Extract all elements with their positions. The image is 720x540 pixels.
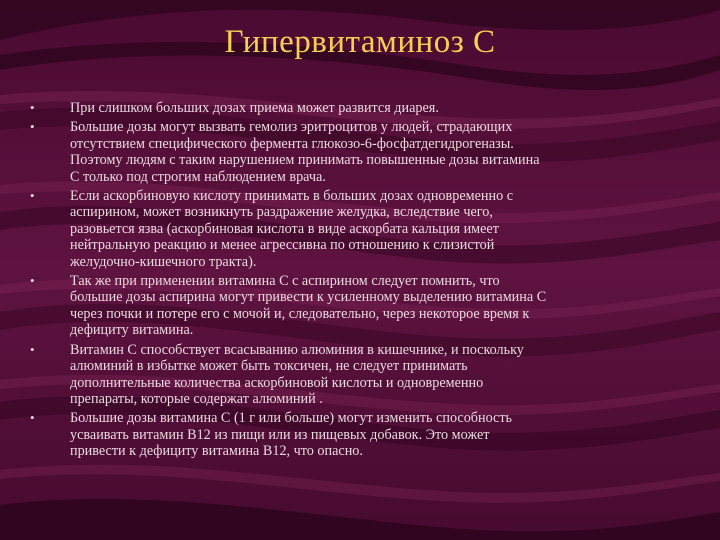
bullet-line: Поэтому людям с таким нарушением принимать повышенные дозы витамина bbox=[70, 152, 540, 169]
bullet-line: Большие дозы витамина С (1 г или больше) могут изменить способность bbox=[70, 410, 513, 427]
bullet-marker: • bbox=[30, 188, 35, 204]
bullet-line: через почки и потере его с мочой и, следовательно, через некоторое время к bbox=[70, 305, 530, 322]
bullet-marker: • bbox=[30, 273, 35, 289]
bullet-item bbox=[28, 100, 696, 116]
bullet-marker: • bbox=[30, 100, 35, 115]
bullet-line: дополнительные количества аскорбиновой кислоты и одновременно bbox=[70, 374, 484, 391]
bullet-item bbox=[28, 119, 696, 185]
bullet-line: алюминий в избытке может быть токсичен, не следует принимать bbox=[70, 358, 468, 375]
bullet-line: привести к дефициту витамина В12, что опасно. bbox=[70, 443, 363, 460]
bullet-line: Так же при применении витамина С с аспирином следует помнить, что bbox=[70, 273, 500, 290]
bullet-line: нейтральную реакцию и менее агрессивна по отношению к слизистой bbox=[70, 237, 495, 254]
bullet-line: желудочно-кишечного тракта). bbox=[70, 253, 257, 270]
bullet-item bbox=[28, 188, 696, 270]
bullet-line: разовьется язва (аскорбиновая кислота в виде аскорбата кальция имеет bbox=[70, 220, 499, 237]
bullet-item bbox=[28, 342, 696, 408]
bullet-item bbox=[28, 273, 696, 339]
bullet-marker: • bbox=[30, 410, 35, 426]
bullet-marker: • bbox=[30, 341, 35, 357]
bullet-line: Витамин С способствует всасыванию алюминия в кишечнике, и поскольку bbox=[70, 341, 524, 358]
bullet-line: препараты, которые содержат алюминий . bbox=[70, 390, 323, 407]
slide-title: Гипервитаминоз С bbox=[224, 24, 496, 60]
bullet-line: Если аскорбиновую кислоту принимать в больших дозах одновременно с bbox=[70, 188, 514, 205]
bullet-item bbox=[28, 410, 696, 459]
bullet-line: Большие дозы могут вызвать гемолиз эритроцитов у людей, страдающих bbox=[70, 119, 513, 136]
bullet-line: При слишком больших дозах приема может развится диарея. bbox=[70, 100, 439, 116]
bullet-line: дефициту витамина. bbox=[70, 322, 194, 339]
bullet-list bbox=[28, 100, 696, 463]
bullet-line: отсутствием специфического фермента глюкозо-6-фосфатдегидрогеназы. bbox=[70, 135, 514, 152]
bullet-line: усваивать витамин В12 из пищи или из пищевых добавок. Это может bbox=[70, 426, 490, 443]
bullet-line: С только под строгим наблюдением врача. bbox=[70, 168, 326, 185]
bullet-marker: • bbox=[30, 119, 35, 135]
bullet-line: большие дозы аспирина могут привести к усиленному выделению витамина С bbox=[70, 289, 547, 306]
bullet-line: аспирином, может возникнуть раздражение желудка, вследствие чего, bbox=[70, 204, 493, 221]
